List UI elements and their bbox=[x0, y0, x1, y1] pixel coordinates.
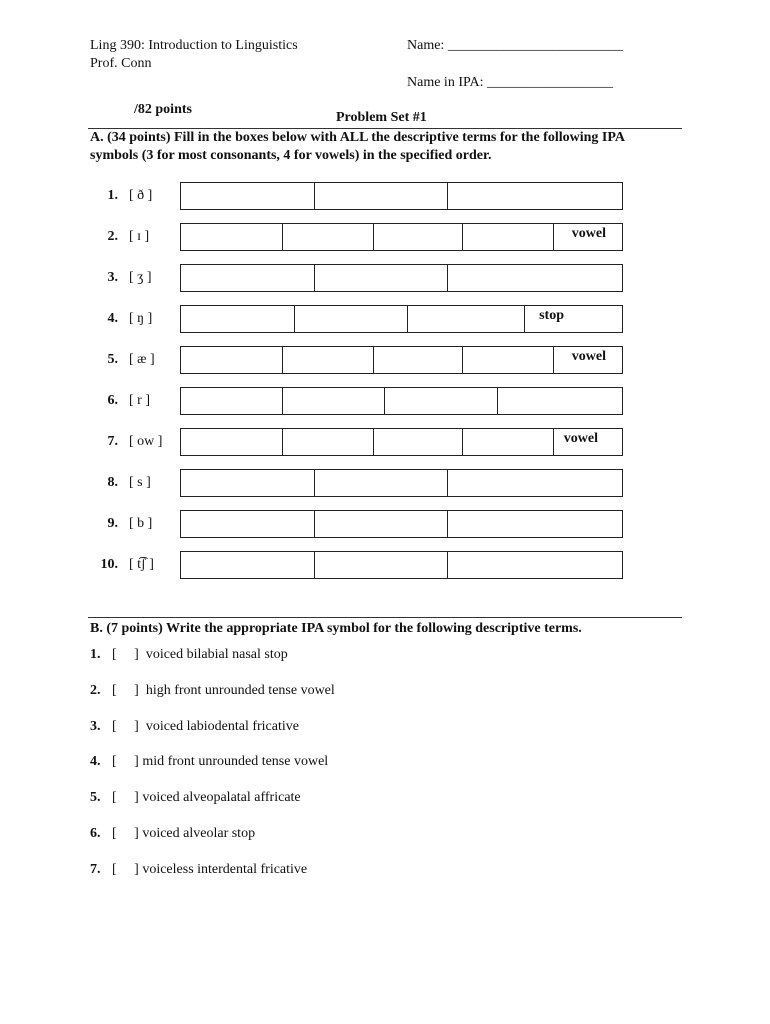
answer-cell[interactable] bbox=[554, 347, 622, 373]
section-a-instructions-line1: A. (34 points) Fill in the boxes below with ALL the descriptive terms for the following IPA bbox=[90, 130, 625, 145]
answer-box-row bbox=[180, 346, 623, 374]
item-text[interactable]: [ ] voiceless interdental fricative bbox=[112, 861, 308, 877]
answer-cell[interactable] bbox=[315, 265, 449, 291]
answer-cell[interactable] bbox=[315, 552, 449, 578]
answer-box-row bbox=[180, 551, 623, 579]
answer-cell[interactable] bbox=[554, 429, 622, 455]
ipa-symbol: [ æ ] bbox=[129, 352, 155, 367]
instructor-name: Prof. Conn bbox=[90, 56, 152, 71]
name-ipa-field: Name in IPA: __________________ bbox=[407, 75, 613, 90]
answer-cell[interactable] bbox=[181, 552, 315, 578]
answer-cell[interactable] bbox=[283, 224, 374, 250]
answer-cell[interactable] bbox=[315, 470, 449, 496]
answer-box-row bbox=[180, 428, 623, 456]
row-number: 3. bbox=[107, 270, 118, 285]
answer-cell[interactable] bbox=[181, 429, 283, 455]
ipa-symbol: [ ɪ ] bbox=[129, 229, 150, 244]
total-points: /82 points bbox=[134, 102, 192, 117]
item-number: 5. bbox=[90, 790, 101, 806]
answer-cell[interactable] bbox=[181, 470, 315, 496]
answer-cell[interactable] bbox=[181, 183, 315, 209]
item-text[interactable]: [ ] voiced alveopalatal affricate bbox=[112, 790, 301, 806]
answer-box-row bbox=[180, 264, 623, 292]
item-text[interactable]: [ ] mid front unrounded tense vowel bbox=[112, 754, 329, 770]
row-number: 10. bbox=[100, 557, 118, 572]
answer-cell[interactable] bbox=[374, 429, 464, 455]
section-a-instructions-line2: symbols (3 for most consonants, 4 for vowels) in the specified order. bbox=[90, 148, 492, 163]
answer-cell[interactable] bbox=[181, 306, 295, 332]
descriptive-term-item bbox=[90, 790, 301, 806]
answer-cell[interactable] bbox=[315, 183, 449, 209]
answer-cell[interactable] bbox=[181, 265, 315, 291]
answer-box-row bbox=[180, 387, 623, 415]
answer-box-row bbox=[180, 510, 623, 538]
answer-cell[interactable] bbox=[525, 306, 622, 332]
answer-cell[interactable] bbox=[283, 388, 385, 414]
course-title: Ling 390: Introduction to Linguistics bbox=[90, 38, 298, 53]
answer-cell[interactable] bbox=[283, 429, 374, 455]
answer-cell[interactable] bbox=[448, 552, 622, 578]
answer-cell[interactable] bbox=[374, 224, 464, 250]
row-number: 4. bbox=[107, 311, 118, 326]
row-number: 2. bbox=[107, 229, 118, 244]
item-text[interactable]: [ ] voiced bilabial nasal stop bbox=[112, 647, 288, 662]
answer-box-row bbox=[180, 223, 623, 251]
descriptive-term-item bbox=[90, 683, 335, 699]
item-number: 2. bbox=[90, 682, 101, 698]
descriptive-term-item bbox=[90, 754, 328, 770]
ipa-symbol: [ ʒ ] bbox=[129, 270, 152, 285]
page-title: Problem Set #1 bbox=[336, 110, 427, 125]
row-number: 8. bbox=[107, 475, 118, 490]
answer-cell[interactable] bbox=[295, 306, 408, 332]
answer-cell[interactable] bbox=[463, 347, 554, 373]
section-b-instructions: B. (7 points) Write the appropriate IPA symbol for the following descriptive terms. bbox=[90, 621, 582, 636]
answer-cell[interactable] bbox=[448, 511, 622, 537]
item-number: 4. bbox=[90, 754, 101, 770]
ipa-symbol: [ ŋ ] bbox=[129, 311, 153, 326]
answer-cell[interactable] bbox=[374, 347, 464, 373]
descriptive-term-item bbox=[90, 826, 255, 842]
item-text[interactable]: [ ] voiced labiodental fricative bbox=[112, 718, 299, 734]
item-number: 3. bbox=[90, 718, 101, 734]
item-text[interactable]: [ ] high front unrounded tense vowel bbox=[112, 682, 335, 698]
answer-box-row bbox=[180, 182, 623, 210]
prefilled-term: vowel bbox=[571, 349, 606, 364]
descriptive-term-item bbox=[90, 862, 307, 878]
row-number: 5. bbox=[107, 352, 118, 367]
answer-cell[interactable] bbox=[408, 306, 526, 332]
item-number: 6. bbox=[90, 826, 101, 841]
answer-cell[interactable] bbox=[385, 388, 498, 414]
answer-cell[interactable] bbox=[181, 511, 315, 537]
name-field: Name: _________________________ bbox=[407, 38, 623, 53]
answer-cell[interactable] bbox=[181, 388, 283, 414]
prefilled-term: vowel bbox=[571, 226, 606, 241]
ipa-symbol: [ ð ] bbox=[129, 188, 153, 203]
ipa-symbol: [ b ] bbox=[129, 516, 153, 531]
descriptive-term-item bbox=[90, 719, 299, 735]
ipa-symbol: [ t͡ʃ ] bbox=[129, 557, 154, 572]
answer-box-row bbox=[180, 305, 623, 333]
row-number: 1. bbox=[107, 188, 118, 203]
item-number: 1. bbox=[90, 647, 101, 662]
descriptive-term-item bbox=[90, 647, 288, 663]
answer-cell[interactable] bbox=[463, 224, 554, 250]
section-b-divider bbox=[88, 617, 682, 618]
answer-cell[interactable] bbox=[181, 347, 283, 373]
prefilled-term: vowel bbox=[563, 431, 598, 446]
item-text[interactable]: [ ] voiced alveolar stop bbox=[112, 826, 256, 841]
answer-cell[interactable] bbox=[283, 347, 374, 373]
answer-box-row bbox=[180, 469, 623, 497]
ipa-symbol: [ r ] bbox=[129, 393, 150, 408]
answer-cell[interactable] bbox=[554, 224, 622, 250]
answer-cell[interactable] bbox=[498, 388, 622, 414]
answer-cell[interactable] bbox=[448, 183, 622, 209]
answer-cell[interactable] bbox=[315, 511, 449, 537]
row-number: 9. bbox=[107, 516, 118, 531]
item-number: 7. bbox=[90, 861, 101, 877]
ipa-symbol: [ ow ] bbox=[129, 434, 163, 449]
row-number: 6. bbox=[107, 393, 118, 408]
answer-cell[interactable] bbox=[181, 224, 283, 250]
row-number: 7. bbox=[107, 434, 118, 449]
ipa-symbol: [ s ] bbox=[129, 475, 151, 490]
section-a-divider bbox=[88, 128, 682, 129]
answer-cell[interactable] bbox=[463, 429, 554, 455]
answer-cell[interactable] bbox=[448, 265, 622, 291]
answer-cell[interactable] bbox=[448, 470, 622, 496]
prefilled-term: stop bbox=[539, 308, 565, 323]
